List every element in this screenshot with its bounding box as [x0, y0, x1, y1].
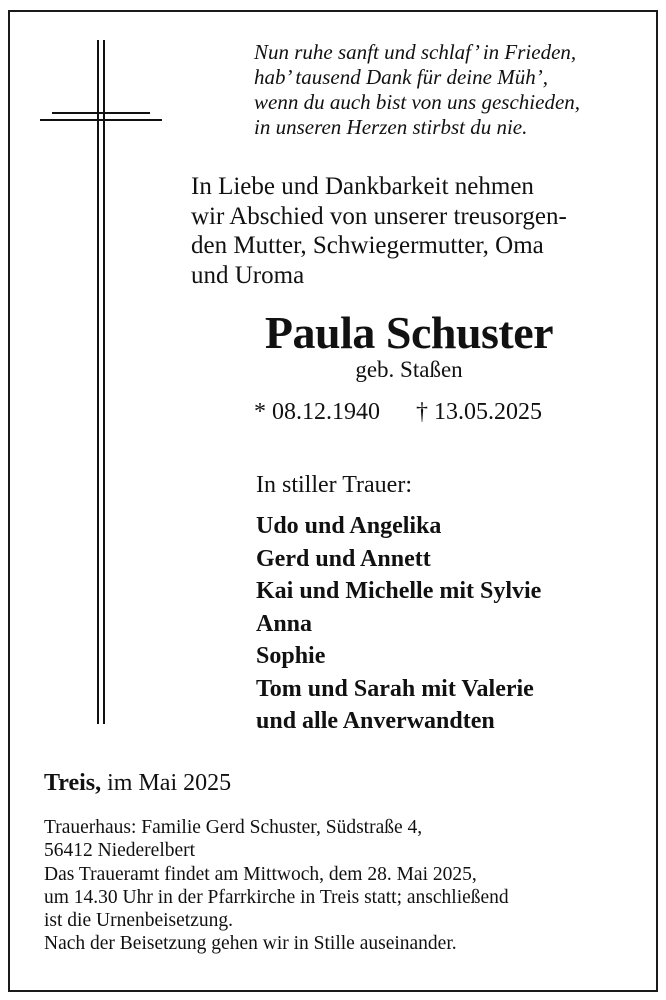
mourner-entry: Sophie	[256, 643, 326, 669]
verse-line: in unseren Herzen stirbst du nie.	[254, 115, 528, 139]
intro-line: und Uroma	[191, 261, 305, 289]
mourning-label: In stiller Trauer:	[256, 472, 412, 498]
issue-date: im Mai 2025	[101, 770, 232, 796]
verse-line: Nun ruhe sanft und schlaf’ in Frieden,	[254, 40, 577, 64]
info-line: Trauerhaus: Familie Gerd Schuster, Südstraße 4,	[44, 817, 423, 838]
deceased-name: Paula Schuster	[264, 307, 554, 358]
mourner-entry: Anna	[256, 610, 313, 637]
life-dates	[254, 397, 542, 427]
intro-line: den Mutter, Schwiegermutter, Oma	[191, 232, 544, 259]
death-date: † 13.05.2025	[416, 399, 542, 425]
intro-line: In Liebe und Dankbarkeit nehmen	[191, 173, 534, 200]
info-line: Das Traueramt findet am Mittwoch, dem 28. Mai 2025,	[44, 863, 477, 885]
info-line: Nach der Beisetzung gehen wir in Stille auseinander.	[44, 933, 457, 955]
funeral-info	[44, 816, 509, 956]
intro-line: wir Abschied von unserer treusorgen-	[191, 202, 567, 230]
mourner-list	[256, 510, 541, 738]
info-line: ist die Urnenbeisetzung.	[44, 910, 233, 932]
mourner-entry: Gerd und Annett	[256, 545, 431, 572]
birth-name: geb. Staßen	[355, 357, 463, 382]
mourner-entry: und alle Anverwandten	[256, 708, 495, 734]
info-line: um 14.30 Uhr in der Pfarrkirche in Treis statt; anschließend	[44, 886, 509, 908]
place-date	[44, 768, 231, 798]
town-name: Treis,	[44, 770, 102, 796]
verse-line: wenn du auch bist von uns geschieden,	[254, 90, 581, 114]
farewell-text	[191, 172, 567, 290]
memorial-verse	[254, 40, 644, 140]
mourner-entry: Kai und Michelle mit Sylvie	[256, 578, 542, 604]
mourner-entry: Tom und Sarah mit Valerie	[256, 675, 534, 702]
info-line: 56412 Niederelbert	[44, 840, 196, 862]
mourner-entry: Udo und Angelika	[256, 513, 442, 539]
birth-date: * 08.12.1940	[254, 399, 380, 425]
verse-line: hab’ tausend Dank für deine Müh’,	[254, 65, 548, 89]
